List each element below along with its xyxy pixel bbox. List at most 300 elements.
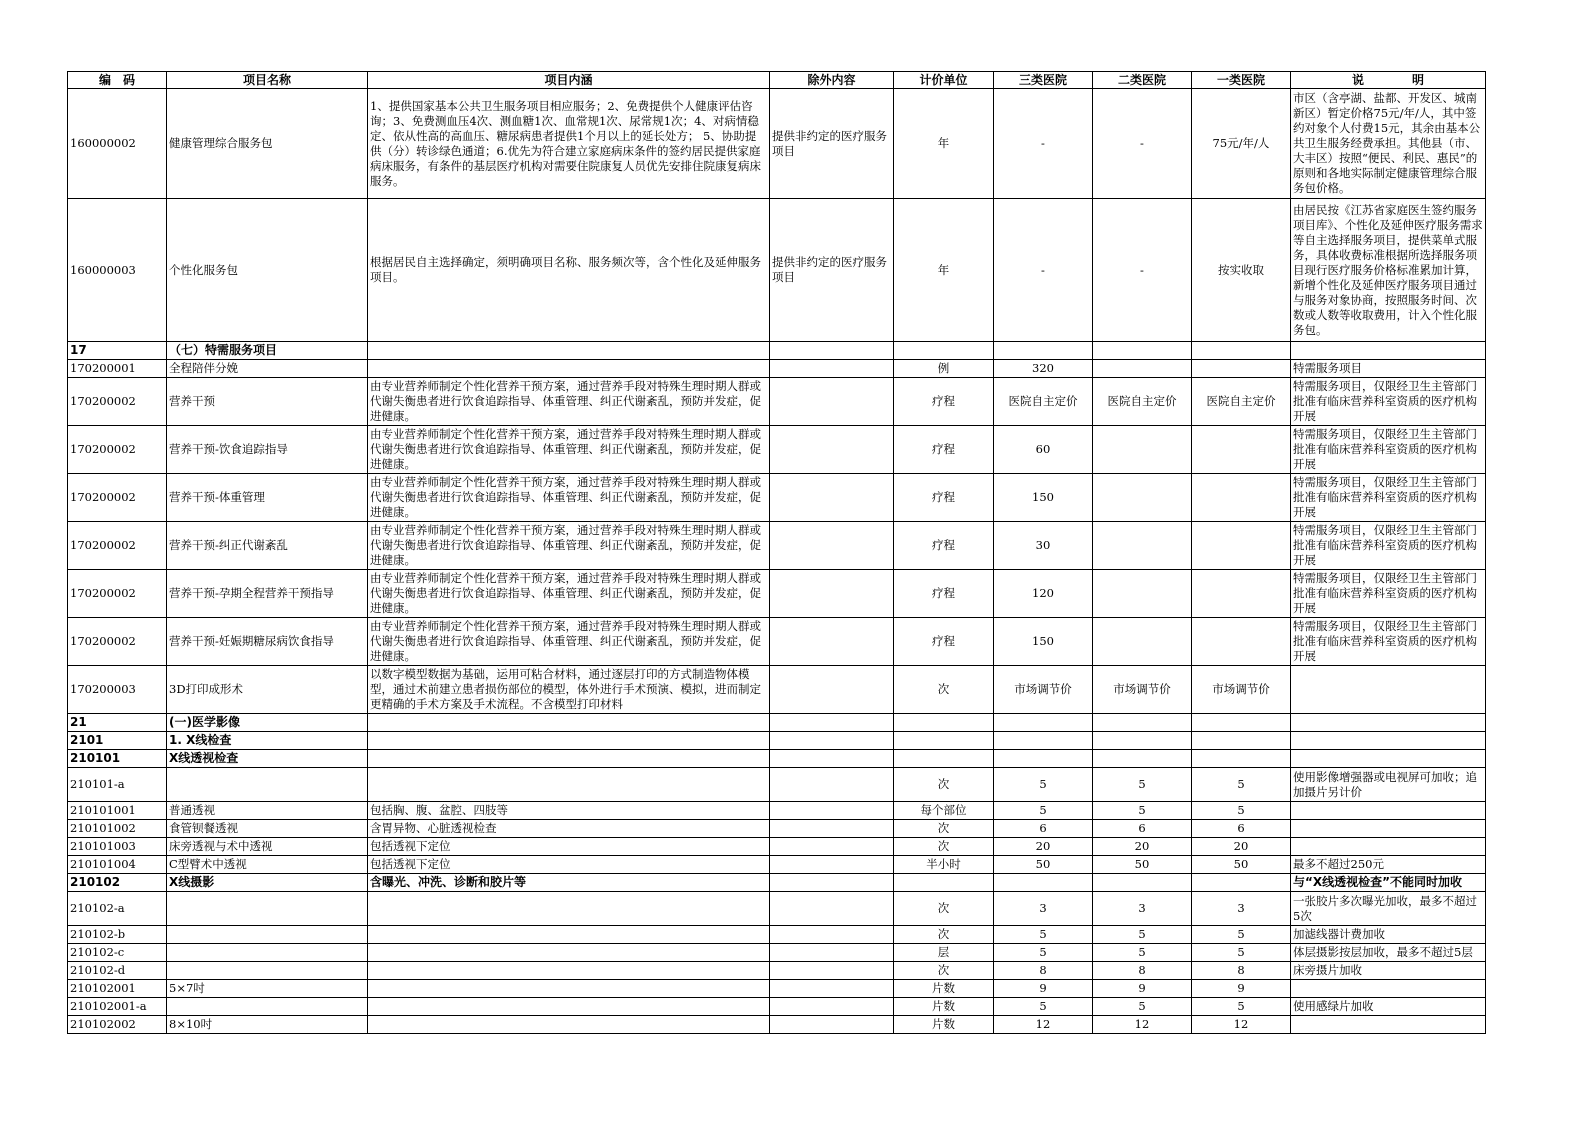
cell-price-class3 [994, 802, 1093, 820]
cell-price-class3-text: 5 [1039, 999, 1047, 1013]
cell-price-class2 [1093, 342, 1192, 360]
cell-price-class1 [1192, 874, 1291, 892]
cell-content [368, 474, 770, 522]
cell-content-text: 包括透视下定位 [370, 839, 451, 853]
cell-price-class1 [1192, 714, 1291, 732]
cell-note [1291, 570, 1486, 618]
cell-name [167, 522, 368, 570]
header-name: 项目名称 [167, 72, 368, 89]
cell-price-class2-text: 5 [1138, 777, 1146, 791]
cell-name [167, 199, 368, 342]
cell-code-text: 210101002 [70, 821, 136, 835]
cell-exclude [770, 926, 894, 944]
cell-price-class1 [1192, 522, 1291, 570]
cell-exclude [770, 714, 894, 732]
cell-unit [894, 378, 994, 426]
cell-price-class2 [1093, 522, 1192, 570]
section-row [68, 732, 1486, 750]
cell-name [167, 342, 368, 360]
cell-name [167, 474, 368, 522]
cell-unit [894, 892, 994, 926]
cell-exclude [770, 874, 894, 892]
cell-name-text: 全程陪伴分娩 [169, 361, 238, 375]
cell-price-class3-text: 8 [1039, 963, 1047, 977]
cell-code [68, 768, 167, 802]
cell-price-class3-text: 5 [1039, 803, 1047, 817]
table-row [68, 768, 1486, 802]
cell-price-class2 [1093, 838, 1192, 856]
cell-name [167, 820, 368, 838]
cell-name-text: 营养干预-孕期全程营养干预指导 [169, 586, 334, 600]
cell-code [68, 199, 167, 342]
cell-price-class3 [994, 750, 1093, 768]
cell-price-class3 [994, 856, 1093, 874]
cell-name-text: 3D打印成形术 [169, 682, 244, 696]
cell-unit [894, 962, 994, 980]
cell-content [368, 618, 770, 666]
cell-name-text: X线透视检查 [169, 751, 239, 765]
cell-unit-text: 疗程 [932, 634, 955, 648]
cell-content [368, 1016, 770, 1034]
cell-note-text: 使用感绿片加收 [1293, 999, 1374, 1013]
cell-price-class2-text: 5 [1138, 927, 1146, 941]
cell-price-class1 [1192, 998, 1291, 1016]
cell-content [368, 522, 770, 570]
cell-price-class1-text: 20 [1233, 839, 1249, 853]
header-price-class3: 三类医院 [994, 72, 1093, 89]
cell-price-class1 [1192, 750, 1291, 768]
cell-note [1291, 892, 1486, 926]
cell-name [167, 732, 368, 750]
cell-note [1291, 838, 1486, 856]
cell-unit [894, 980, 994, 998]
cell-name [167, 378, 368, 426]
cell-price-class2-text: 5 [1138, 999, 1146, 1013]
cell-content [368, 838, 770, 856]
cell-note-text: 特需服务项目，仅限经卫生主管部门批准有临床营养科室资质的医疗机构开展 [1293, 379, 1477, 423]
cell-price-class2 [1093, 750, 1192, 768]
cell-name [167, 89, 368, 199]
cell-note-text: 特需服务项目 [1293, 361, 1362, 375]
cell-unit-text: 疗程 [932, 394, 955, 408]
cell-exclude [770, 998, 894, 1016]
cell-price-class3-text: 5 [1039, 777, 1047, 791]
cell-price-class2 [1093, 378, 1192, 426]
cell-code-text: 210101004 [70, 857, 136, 871]
cell-name-text: C型臂术中透视 [169, 857, 247, 871]
cell-price-class1 [1192, 342, 1291, 360]
cell-unit [894, 820, 994, 838]
cell-price-class1 [1192, 360, 1291, 378]
cell-content [368, 378, 770, 426]
cell-unit-text: 层 [937, 945, 950, 959]
cell-price-class3-text: - [1041, 262, 1045, 277]
cell-code [68, 342, 167, 360]
cell-content [368, 998, 770, 1016]
cell-unit [894, 856, 994, 874]
cell-name [167, 1016, 368, 1034]
cell-code [68, 666, 167, 714]
cell-code [68, 732, 167, 750]
cell-exclude [770, 856, 894, 874]
cell-price-class1 [1192, 426, 1291, 474]
cell-name-text: X线摄影 [169, 875, 215, 889]
cell-note-text: 由居民按《江苏省家庭医生签约服务项目库》、个性化及延伸医疗服务需求等自主选择服务项目，提供菜单式服务，具体收费标准根据所选择服务项目现行医疗服务价格标准累加计算，新增个性化及延伸医疗服务项目通过与服务对象协商，按照服务时间、次数或人数等收取费用，计入个性化服务包。 [1293, 202, 1483, 337]
cell-price-class3 [994, 426, 1093, 474]
cell-note-text: 最多不超过250元 [1293, 857, 1384, 871]
cell-unit-text: 次 [937, 682, 950, 696]
cell-price-class2 [1093, 1016, 1192, 1034]
cell-exclude [770, 360, 894, 378]
header-price-class2: 二类医院 [1093, 72, 1192, 89]
cell-note [1291, 732, 1486, 750]
cell-name-text: 营养干预-体重管理 [169, 490, 265, 504]
cell-exclude [770, 944, 894, 962]
cell-code [68, 998, 167, 1016]
cell-price-class1-text: 5 [1237, 999, 1245, 1013]
cell-content-text: 由专业营养师制定个性化营养干预方案，通过营养手段对特殊生理时期人群或代谢失衡患者进行饮食追踪指导、体重管理、纠正代谢紊乱，预防并发症，促进健康。 [370, 571, 761, 615]
cell-name [167, 998, 368, 1016]
cell-price-class3-text: 320 [1032, 361, 1054, 375]
cell-unit-text: 年 [937, 262, 950, 277]
cell-price-class2 [1093, 360, 1192, 378]
cell-price-class2 [1093, 199, 1192, 342]
cell-name-text: 健康管理综合服务包 [169, 136, 273, 150]
cell-name [167, 926, 368, 944]
cell-price-class3-text: 5 [1039, 927, 1047, 941]
cell-price-class1 [1192, 378, 1291, 426]
section-row [68, 714, 1486, 732]
cell-unit [894, 768, 994, 802]
cell-name [167, 892, 368, 926]
section-row [68, 874, 1486, 892]
cell-price-class1 [1192, 980, 1291, 998]
cell-name-text: 普通透视 [169, 803, 215, 817]
cell-code-text: 170200003 [70, 682, 136, 696]
table-row [68, 89, 1486, 199]
cell-price-class2-text: 20 [1134, 839, 1150, 853]
cell-price-class1-text: 5 [1237, 803, 1245, 817]
table-body [68, 89, 1486, 1034]
cell-price-class1 [1192, 926, 1291, 944]
cell-code [68, 820, 167, 838]
cell-price-class1 [1192, 570, 1291, 618]
cell-price-class3-text: 9 [1039, 981, 1047, 995]
cell-code [68, 522, 167, 570]
cell-note [1291, 998, 1486, 1016]
cell-price-class3 [994, 892, 1093, 926]
cell-price-class1-text: 市场调节价 [1212, 682, 1270, 696]
cell-content-text: 根据居民自主选择确定，须明确项目名称、服务频次等，含个性化及延伸服务项目。 [370, 255, 761, 284]
cell-price-class2-text: 9 [1138, 981, 1146, 995]
cell-note-text: 加滤线器计费加收 [1293, 927, 1385, 941]
cell-price-class1-text: 9 [1237, 981, 1245, 995]
cell-unit [894, 998, 994, 1016]
cell-content-text: 由专业营养师制定个性化营养干预方案，通过营养手段对特殊生理时期人群或代谢失衡患者进行饮食追踪指导、体重管理、纠正代谢紊乱，预防并发症，促进健康。 [370, 379, 761, 423]
cell-exclude [770, 820, 894, 838]
cell-name-text: 8×10吋 [169, 1017, 213, 1031]
table-row [68, 892, 1486, 926]
cell-note-text: 一张胶片多次曝光加收，最多不超过5次 [1293, 893, 1477, 923]
cell-name-text: 5×7吋 [169, 981, 205, 995]
cell-price-class3 [994, 768, 1093, 802]
cell-unit-text: 疗程 [932, 490, 955, 504]
table-row [68, 926, 1486, 944]
cell-code-text: 170200002 [70, 490, 136, 504]
cell-price-class1 [1192, 802, 1291, 820]
cell-code [68, 874, 167, 892]
cell-price-class1 [1192, 838, 1291, 856]
cell-note [1291, 378, 1486, 426]
cell-exclude [770, 750, 894, 768]
cell-price-class2 [1093, 980, 1192, 998]
cell-unit-text: 次 [937, 777, 950, 791]
cell-code-text: 210102-d [70, 963, 126, 977]
cell-price-class3 [994, 199, 1093, 342]
cell-price-class2 [1093, 768, 1192, 802]
cell-unit-text: 次 [937, 901, 950, 915]
cell-code-text: 2101 [70, 733, 104, 747]
cell-price-class2 [1093, 89, 1192, 199]
cell-price-class3 [994, 874, 1093, 892]
cell-note [1291, 1016, 1486, 1034]
cell-content [368, 666, 770, 714]
cell-unit [894, 199, 994, 342]
cell-unit-text: 次 [937, 839, 950, 853]
cell-price-class3-text: 150 [1032, 634, 1054, 648]
cell-content [368, 89, 770, 199]
cell-exclude [770, 962, 894, 980]
cell-unit [894, 89, 994, 199]
cell-note-text: 床旁摄片加收 [1293, 963, 1362, 977]
cell-unit-text: 年 [937, 136, 950, 150]
cell-content [368, 570, 770, 618]
cell-exclude [770, 89, 894, 199]
cell-content [368, 750, 770, 768]
cell-code [68, 962, 167, 980]
cell-content [368, 944, 770, 962]
header-price-class1: 一类医院 [1192, 72, 1291, 89]
cell-name [167, 962, 368, 980]
cell-code [68, 926, 167, 944]
cell-price-class2-text: 3 [1138, 901, 1146, 915]
cell-name [167, 570, 368, 618]
cell-code-text: 160000002 [70, 136, 136, 150]
table-row [68, 980, 1486, 998]
cell-code [68, 838, 167, 856]
cell-code-text: 210101001 [70, 803, 136, 817]
cell-code-text: 160000003 [70, 262, 136, 277]
cell-price-class2-text: 医院自主定价 [1107, 394, 1177, 408]
cell-name [167, 768, 368, 802]
cell-price-class3-text: 150 [1032, 490, 1054, 504]
cell-code-text: 170200001 [70, 361, 136, 375]
cell-note [1291, 820, 1486, 838]
cell-content-text: 由专业营养师制定个性化营养干预方案，通过营养手段对特殊生理时期人群或代谢失衡患者进行饮食追踪指导、体重管理、纠正代谢紊乱，预防并发症，促进健康。 [370, 475, 761, 519]
cell-price-class3-text: 20 [1035, 839, 1051, 853]
cell-content [368, 360, 770, 378]
cell-note [1291, 874, 1486, 892]
cell-code-text: 21 [70, 715, 87, 729]
table-row [68, 802, 1486, 820]
cell-price-class2-text: 市场调节价 [1113, 682, 1171, 696]
cell-price-class2 [1093, 962, 1192, 980]
cell-unit [894, 838, 994, 856]
cell-price-class1 [1192, 89, 1291, 199]
cell-name-text: 营养干预-妊娠期糖尿病饮食指导 [169, 634, 334, 648]
cell-unit-text: 半小时 [926, 857, 961, 871]
header-row [68, 72, 1486, 89]
cell-note [1291, 89, 1486, 199]
cell-price-class3 [994, 998, 1093, 1016]
cell-price-class2 [1093, 998, 1192, 1016]
cell-price-class1-text: 5 [1237, 945, 1245, 959]
cell-price-class3-text: 市场调节价 [1014, 682, 1072, 696]
cell-code-text: 170200002 [70, 634, 136, 648]
cell-price-class3 [994, 522, 1093, 570]
header-code: 编 码 [68, 72, 167, 89]
cell-content-text: 含胃异物、心脏透视检查 [370, 821, 497, 835]
cell-price-class2 [1093, 926, 1192, 944]
cell-name-text: （七）特需服务项目 [169, 343, 278, 357]
cell-code [68, 714, 167, 732]
cell-price-class2-text: - [1140, 136, 1144, 150]
cell-code [68, 474, 167, 522]
cell-content [368, 342, 770, 360]
cell-price-class1-text: 12 [1233, 1017, 1249, 1031]
cell-price-class3 [994, 474, 1093, 522]
cell-note-text: 特需服务项目，仅限经卫生主管部门批准有临床营养科室资质的医疗机构开展 [1293, 571, 1477, 615]
cell-price-class2 [1093, 732, 1192, 750]
cell-price-class3-text: 30 [1035, 538, 1051, 552]
cell-content [368, 802, 770, 820]
cell-exclude [770, 199, 894, 342]
cell-price-class2 [1093, 714, 1192, 732]
cell-note [1291, 714, 1486, 732]
cell-code-text: 210101003 [70, 839, 136, 853]
cell-unit [894, 474, 994, 522]
cell-price-class1 [1192, 1016, 1291, 1034]
cell-price-class2 [1093, 802, 1192, 820]
cell-price-class1-text: 医院自主定价 [1206, 394, 1276, 408]
cell-price-class3 [994, 732, 1093, 750]
cell-note [1291, 944, 1486, 962]
cell-unit [894, 360, 994, 378]
cell-note-text: 使用影像增强器或电视屏可加收；追加摄片另计价 [1293, 769, 1477, 799]
cell-price-class1 [1192, 962, 1291, 980]
cell-price-class2-text: 5 [1138, 945, 1146, 959]
cell-exclude [770, 838, 894, 856]
header-content: 项目内涵 [368, 72, 770, 89]
cell-name-text: 1. X线检查 [169, 733, 232, 747]
cell-price-class1 [1192, 944, 1291, 962]
cell-price-class3 [994, 926, 1093, 944]
cell-price-class1 [1192, 768, 1291, 802]
cell-content-text: 含曝光、冲洗、诊断和胶片等 [370, 875, 527, 889]
cell-price-class1 [1192, 474, 1291, 522]
cell-unit-text: 片数 [932, 1017, 955, 1031]
cell-price-class3-text: 6 [1039, 821, 1047, 835]
cell-unit [894, 342, 994, 360]
cell-price-class1-text: 8 [1237, 963, 1245, 977]
cell-unit [894, 522, 994, 570]
cell-content [368, 714, 770, 732]
cell-price-class1-text: 6 [1237, 821, 1245, 835]
cell-price-class1-text: 50 [1233, 857, 1249, 871]
table-row [68, 199, 1486, 342]
cell-unit [894, 926, 994, 944]
table-row [68, 618, 1486, 666]
cell-price-class2-text: 6 [1138, 821, 1146, 835]
table-row [68, 474, 1486, 522]
cell-name [167, 944, 368, 962]
cell-exclude [770, 892, 894, 926]
cell-code-text: 210102002 [70, 1017, 136, 1031]
cell-code-text: 170200002 [70, 586, 136, 600]
cell-exclude-text: 提供非约定的医疗服务项目 [772, 128, 887, 158]
cell-content [368, 820, 770, 838]
cell-price-class2 [1093, 892, 1192, 926]
cell-note [1291, 522, 1486, 570]
cell-content [368, 732, 770, 750]
cell-price-class3 [994, 714, 1093, 732]
cell-price-class3 [994, 618, 1093, 666]
cell-code-text: 210102 [70, 875, 121, 889]
cell-price-class2-text: 50 [1134, 857, 1150, 871]
cell-note [1291, 750, 1486, 768]
cell-content [368, 199, 770, 342]
table-row [68, 426, 1486, 474]
header-exclude: 除外内容 [770, 72, 894, 89]
cell-unit [894, 802, 994, 820]
cell-price-class2 [1093, 474, 1192, 522]
cell-price-class3-text: - [1041, 136, 1045, 150]
section-row [68, 750, 1486, 768]
cell-price-class1-text: 5 [1237, 927, 1245, 941]
price-table [67, 71, 1486, 1034]
cell-price-class1-text: 3 [1237, 901, 1245, 915]
cell-content-text: 包括透视下定位 [370, 857, 451, 871]
cell-content [368, 962, 770, 980]
cell-exclude [770, 342, 894, 360]
cell-price-class1 [1192, 732, 1291, 750]
cell-price-class3-text: 50 [1035, 857, 1051, 871]
cell-price-class3 [994, 378, 1093, 426]
cell-name [167, 666, 368, 714]
cell-code-text: 210101 [70, 751, 121, 765]
cell-unit-text: 疗程 [932, 586, 955, 600]
table-row [68, 998, 1486, 1016]
cell-unit [894, 732, 994, 750]
cell-exclude [770, 570, 894, 618]
cell-name-text: (一)医学影像 [169, 715, 240, 729]
cell-code [68, 618, 167, 666]
cell-content [368, 892, 770, 926]
cell-unit-text: 疗程 [932, 538, 955, 552]
cell-note-text: 市区（含亭湖、盐都、开发区、城南新区）暂定价格75元/年/人，其中签约对象个人付费15元，其余由基本公共卫生服务经费承担。其他县（市、大丰区）按照“便民、利民、惠民”的原则和各地实际制定健康管理综合服务包价格。 [1293, 91, 1481, 195]
cell-code-text: 17 [70, 343, 87, 357]
table-row [68, 666, 1486, 714]
cell-price-class2-text: 5 [1138, 803, 1146, 817]
table-row [68, 378, 1486, 426]
cell-content [368, 874, 770, 892]
cell-unit-text: 次 [937, 963, 950, 977]
cell-content [368, 980, 770, 998]
cell-content-text: 1、提供国家基本公共卫生服务项目相应服务；2、免费提供个人健康评估咨询；3、免费测血压4次、测血糖1次、血常规1次、尿常规1次；4、对病情稳定、依从性高的高血压、糖尿病患者提供1个月以上的延长处方； 5、协助提供（分）转诊绿色通道；6.优先为符合建立家庭病床条件的签约居民提供家庭病床服务，有条件的基层医疗机构对需要住院康复人员优先安排住院康复病床服务。 [370, 98, 761, 188]
cell-unit [894, 570, 994, 618]
cell-code-text: 170200002 [70, 442, 136, 456]
cell-price-class3 [994, 980, 1093, 998]
